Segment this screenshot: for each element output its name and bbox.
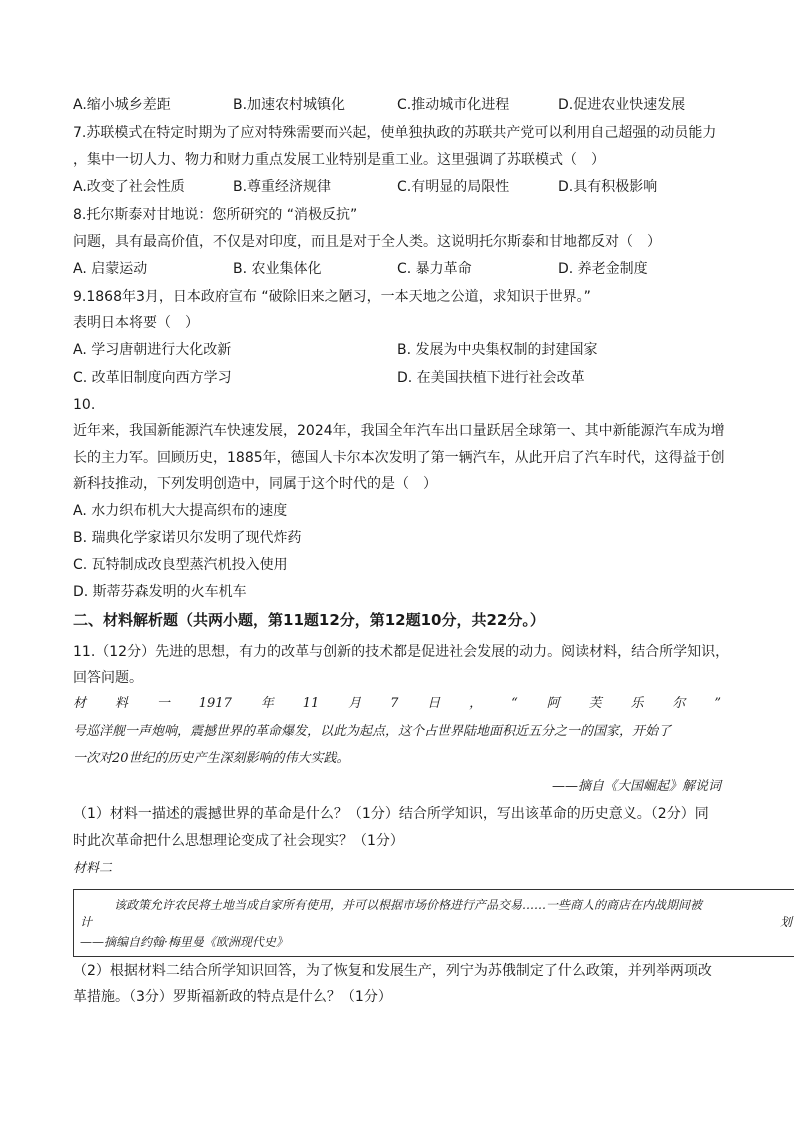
material1-token: 尔 (672, 696, 686, 711)
q10-option-b: B. 瑞典化学家诺贝尔发明了现代炸药 (73, 530, 302, 546)
q10-number: 10. (73, 397, 96, 413)
material1-token: 1917 (198, 696, 232, 711)
q8-stem-line1: 8.托尔斯泰对甘地说：您所研究的 “消极反抗” (73, 207, 358, 223)
material1-line3: 一次对20世纪的历史产生深刻影响的伟大实践。 (73, 751, 350, 766)
q7-option-a: A.改变了社会性质 (73, 179, 185, 195)
q9-stem-line1: 9.1868年3月，日本政府宣布 “破除旧来之陋习，一本天地之公道，求知识于世界。” (73, 289, 591, 305)
q7-option-b: B.尊重经济规律 (233, 179, 332, 195)
q7-option-d: D.具有积极影响 (558, 179, 658, 195)
q7-stem-line2: ，集中一切人力、物力和财力重点发展工业特别是重工业。这里强调了苏联模式（ ） (73, 152, 605, 168)
material1-token: 阿 (546, 696, 560, 711)
q10-option-d: D. 斯蒂芬森发明的火车机车 (73, 584, 247, 600)
material1-source: ——摘自《大国崛起》解说词 (551, 779, 721, 794)
q7-stem-line1: 7.苏联模式在特定时期为了应对特殊需要而兴起，使单独执政的苏联共产党可以利用自己超强的动员能力 (73, 125, 717, 141)
q8-option-a: A. 启蒙运动 (73, 261, 148, 277)
q11-stem-line2: 回答问题。 (73, 670, 143, 686)
material1-token: ， (469, 696, 483, 711)
material2-line1: 该政策允许农民将土地当成自家所有使用，并可以根据市场价格进行产品交易……一些商人的商店在内战期间被 (114, 898, 703, 912)
material1-token: 乐 (630, 696, 644, 711)
q10-stem-line2: 长的主力军。回顾历史，1885年，德国人卡尔本次发明了第一辆汽车，从此开启了汽车时代，这得益于创 (73, 450, 725, 466)
material1-token: 月 (348, 696, 362, 711)
material1-token: 材 (73, 696, 87, 711)
q10-stem-line3: 新科技推动，下列发明创造中，同属于这个时代的是（ ） (73, 476, 437, 492)
q9-option-a: A. 学习唐朝进行大化改新 (73, 342, 232, 358)
q7-option-c: C.有明显的局限性 (397, 179, 510, 195)
material1-token: 年 (260, 696, 274, 711)
q6-option-a: A.缩小城乡差距 (73, 97, 171, 113)
material1-token: 11 (302, 696, 320, 711)
q8-option-d: D. 养老金制度 (558, 261, 648, 277)
material2-source: ——摘编自约翰·梅里曼《欧洲现代史》 (80, 935, 288, 949)
q9-option-c: C. 改革旧制度向西方学习 (73, 370, 232, 386)
q10-stem-line1: 近年来，我国新能源汽车快速发展，2024年，我国全年汽车出口量跃居全球第一、其中新能源汽车成为增 (73, 423, 725, 439)
material1-token: 芙 (588, 696, 602, 711)
q6-option-c: C.推动城市化进程 (397, 97, 510, 113)
q8-option-b: B. 农业集体化 (233, 261, 322, 277)
q9-stem-line2: 表明日本将要（ ） (73, 315, 199, 331)
q8-stem-line2: 问题，具有最高价值，不仅是对印度，而且是对于全人类。这说明托尔斯泰和甘地都反对（ ） (73, 234, 661, 250)
q11-sub1-line2: 时此次革命把什么思想理论变成了社会现实？（1分） (73, 833, 404, 849)
q11-sub2-line1: （2）根据材料二结合所学知识回答，为了恢复和发展生产，列宁为苏俄制定了什么政策，并列举两项改 (73, 963, 712, 979)
material1-token: 7 (390, 696, 399, 711)
material1-token: 日 (427, 696, 441, 711)
q9-option-d: D. 在美国扶植下进行社会改革 (397, 370, 585, 386)
material1-token: 一 (156, 696, 170, 711)
material1-token: “ (511, 696, 518, 711)
q10-option-a: A. 水力织布机大大提高织布的速度 (73, 503, 288, 519)
q9-option-b: B. 发展为中央集权制的封建国家 (397, 342, 598, 358)
material1-line2: 号巡洋舰一声炮响，震撼世界的革命爆发，以此为起点，这个占世界陆地面积近五分之一的国家，开始了 (73, 724, 672, 739)
material1-line1 (73, 694, 721, 714)
q8-option-c: C. 暴力革命 (397, 261, 472, 277)
material2-right-char: 划 (780, 915, 793, 929)
material2-label: 材料二 (73, 861, 113, 876)
q10-option-c: C. 瓦特制成改良型蒸汽机投入使用 (73, 557, 288, 573)
material1-token: 料 (114, 696, 128, 711)
q11-stem-line1: 11.（12分）先进的思想，有力的改革与创新的技术都是促进社会发展的动力。阅读材料，结合所学知识， (73, 644, 730, 660)
section2-title: 二、材料解析题（共两小题，第11题12分，第12题10分，共22分。） (73, 611, 545, 629)
material2-box (73, 889, 794, 957)
q11-sub1-line1: （1）材料一描述的震撼世界的革命是什么？（1分）结合所学知识，写出该革命的历史意义。（2分）同 (73, 806, 709, 822)
q6-option-b: B.加速农村城镇化 (233, 97, 346, 113)
q6-option-d: D.促进农业快速发展 (558, 97, 686, 113)
material1-token: ” (714, 696, 721, 711)
material2-left-char: 计 (80, 915, 93, 929)
q11-sub2-line2: 革措施。（3分）罗斯福新政的特点是什么？（1分） (73, 989, 392, 1005)
